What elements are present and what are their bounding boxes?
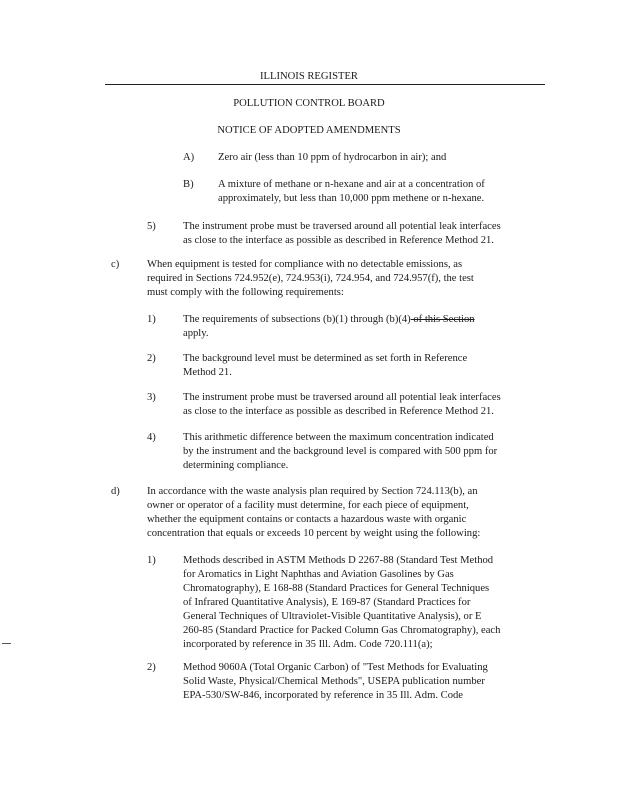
d2-marker: 2) [147,662,156,673]
item-5-line: as close to the interface as possible as described in Reference Method 21. [183,235,494,246]
d1-line: General Techniques of Ultraviolet-Visible Quantitative Analysis), or E [183,611,482,622]
section-d-line: whether the equipment contains or contacts a hazardous waste with organic [147,514,467,525]
item-b-line: approximately, but less than 10,000 ppm methene or n-hexane. [218,193,485,204]
d1-line: of Infrared Quantitative Analysis), E 169-87 (Standard Practices for [183,597,471,608]
board-title: POLLUTION CONTROL BOARD [233,98,385,109]
d1-line: 260-85 (Standard Practice for Packed Column Gas Chromatography), each [183,625,501,636]
c3-line: as close to the interface as possible as described in Reference Method 21. [183,406,494,417]
register-title: ILLINOIS REGISTER [260,71,358,82]
header-rule [105,84,545,85]
c1-struck-text: of this Section [410,314,475,325]
section-d-marker: d) [111,486,120,497]
d1-line: Chromatography), E 168-88 (Standard Practices for General Techniques [183,583,490,594]
c1-text: The requirements of subsections (b)(1) through (b)(4) [183,314,411,325]
d1-line: for Aromatics in Light Naphthas and Aviation Gasolines by Gas [183,569,454,580]
section-c-line: must comply with the following requirements: [147,287,344,298]
d1-marker: 1) [147,555,156,566]
item-a-text: Zero air (less than 10 ppm of hydrocarbon in air); and [218,152,447,163]
item-5-marker: 5) [147,221,156,232]
scan-mark [2,643,11,644]
d1-line: Methods described in ASTM Methods D 2267-88 (Standard Test Method [183,555,494,566]
c3-marker: 3) [147,392,156,403]
item-b-line: A mixture of methane or n-hexane and air at a concentration of [218,179,485,190]
d2-line: Solid Waste, Physical/Chemical Methods", USEPA publication number [183,676,485,687]
c4-marker: 4) [147,432,156,443]
d2-line: Method 9060A (Total Organic Carbon) of "Test Methods for Evaluating [183,662,488,673]
section-c-line: When equipment is tested for compliance with no detectable emissions, as [147,259,463,270]
c1-line [183,313,475,327]
c1-marker: 1) [147,314,156,325]
section-d-line: concentration that equals or exceeds 10 percent by weight using the following: [147,528,481,539]
c2-line: The background level must be determined as set forth in Reference [183,353,468,364]
c4-line: determining compliance. [183,460,289,471]
c3-line: The instrument probe must be traversed around all potential leak interfaces [183,392,501,403]
c4-line: by the instrument and the background level is compared with 500 ppm for [183,446,498,457]
section-c-marker: c) [111,259,120,270]
d1-line: incorporated by reference in 35 Ill. Adm. Code 720.111(a); [183,639,433,650]
item-a-marker: A) [183,152,195,163]
notice-title: NOTICE OF ADOPTED AMENDMENTS [217,125,401,136]
section-d-line: In accordance with the waste analysis plan required by Section 724.113(b), an [147,486,478,497]
item-5-line: The instrument probe must be traversed around all potential leak interfaces [183,221,501,232]
c2-line: Method 21. [183,367,232,378]
section-d-line: owner or operator of a facility must determine, for each piece of equipment, [147,500,469,511]
c1-line: apply. [183,328,209,339]
section-c-line: required in Sections 724.952(e), 724.953(i), 724.954, and 724.957(f), the test [147,273,474,284]
c4-line: This arithmetic difference between the maximum concentration indicated [183,432,494,443]
item-b-marker: B) [183,179,194,190]
d2-line: EPA-530/SW-846, incorporated by reference in 35 Ill. Adm. Code [183,690,463,701]
c2-marker: 2) [147,353,156,364]
